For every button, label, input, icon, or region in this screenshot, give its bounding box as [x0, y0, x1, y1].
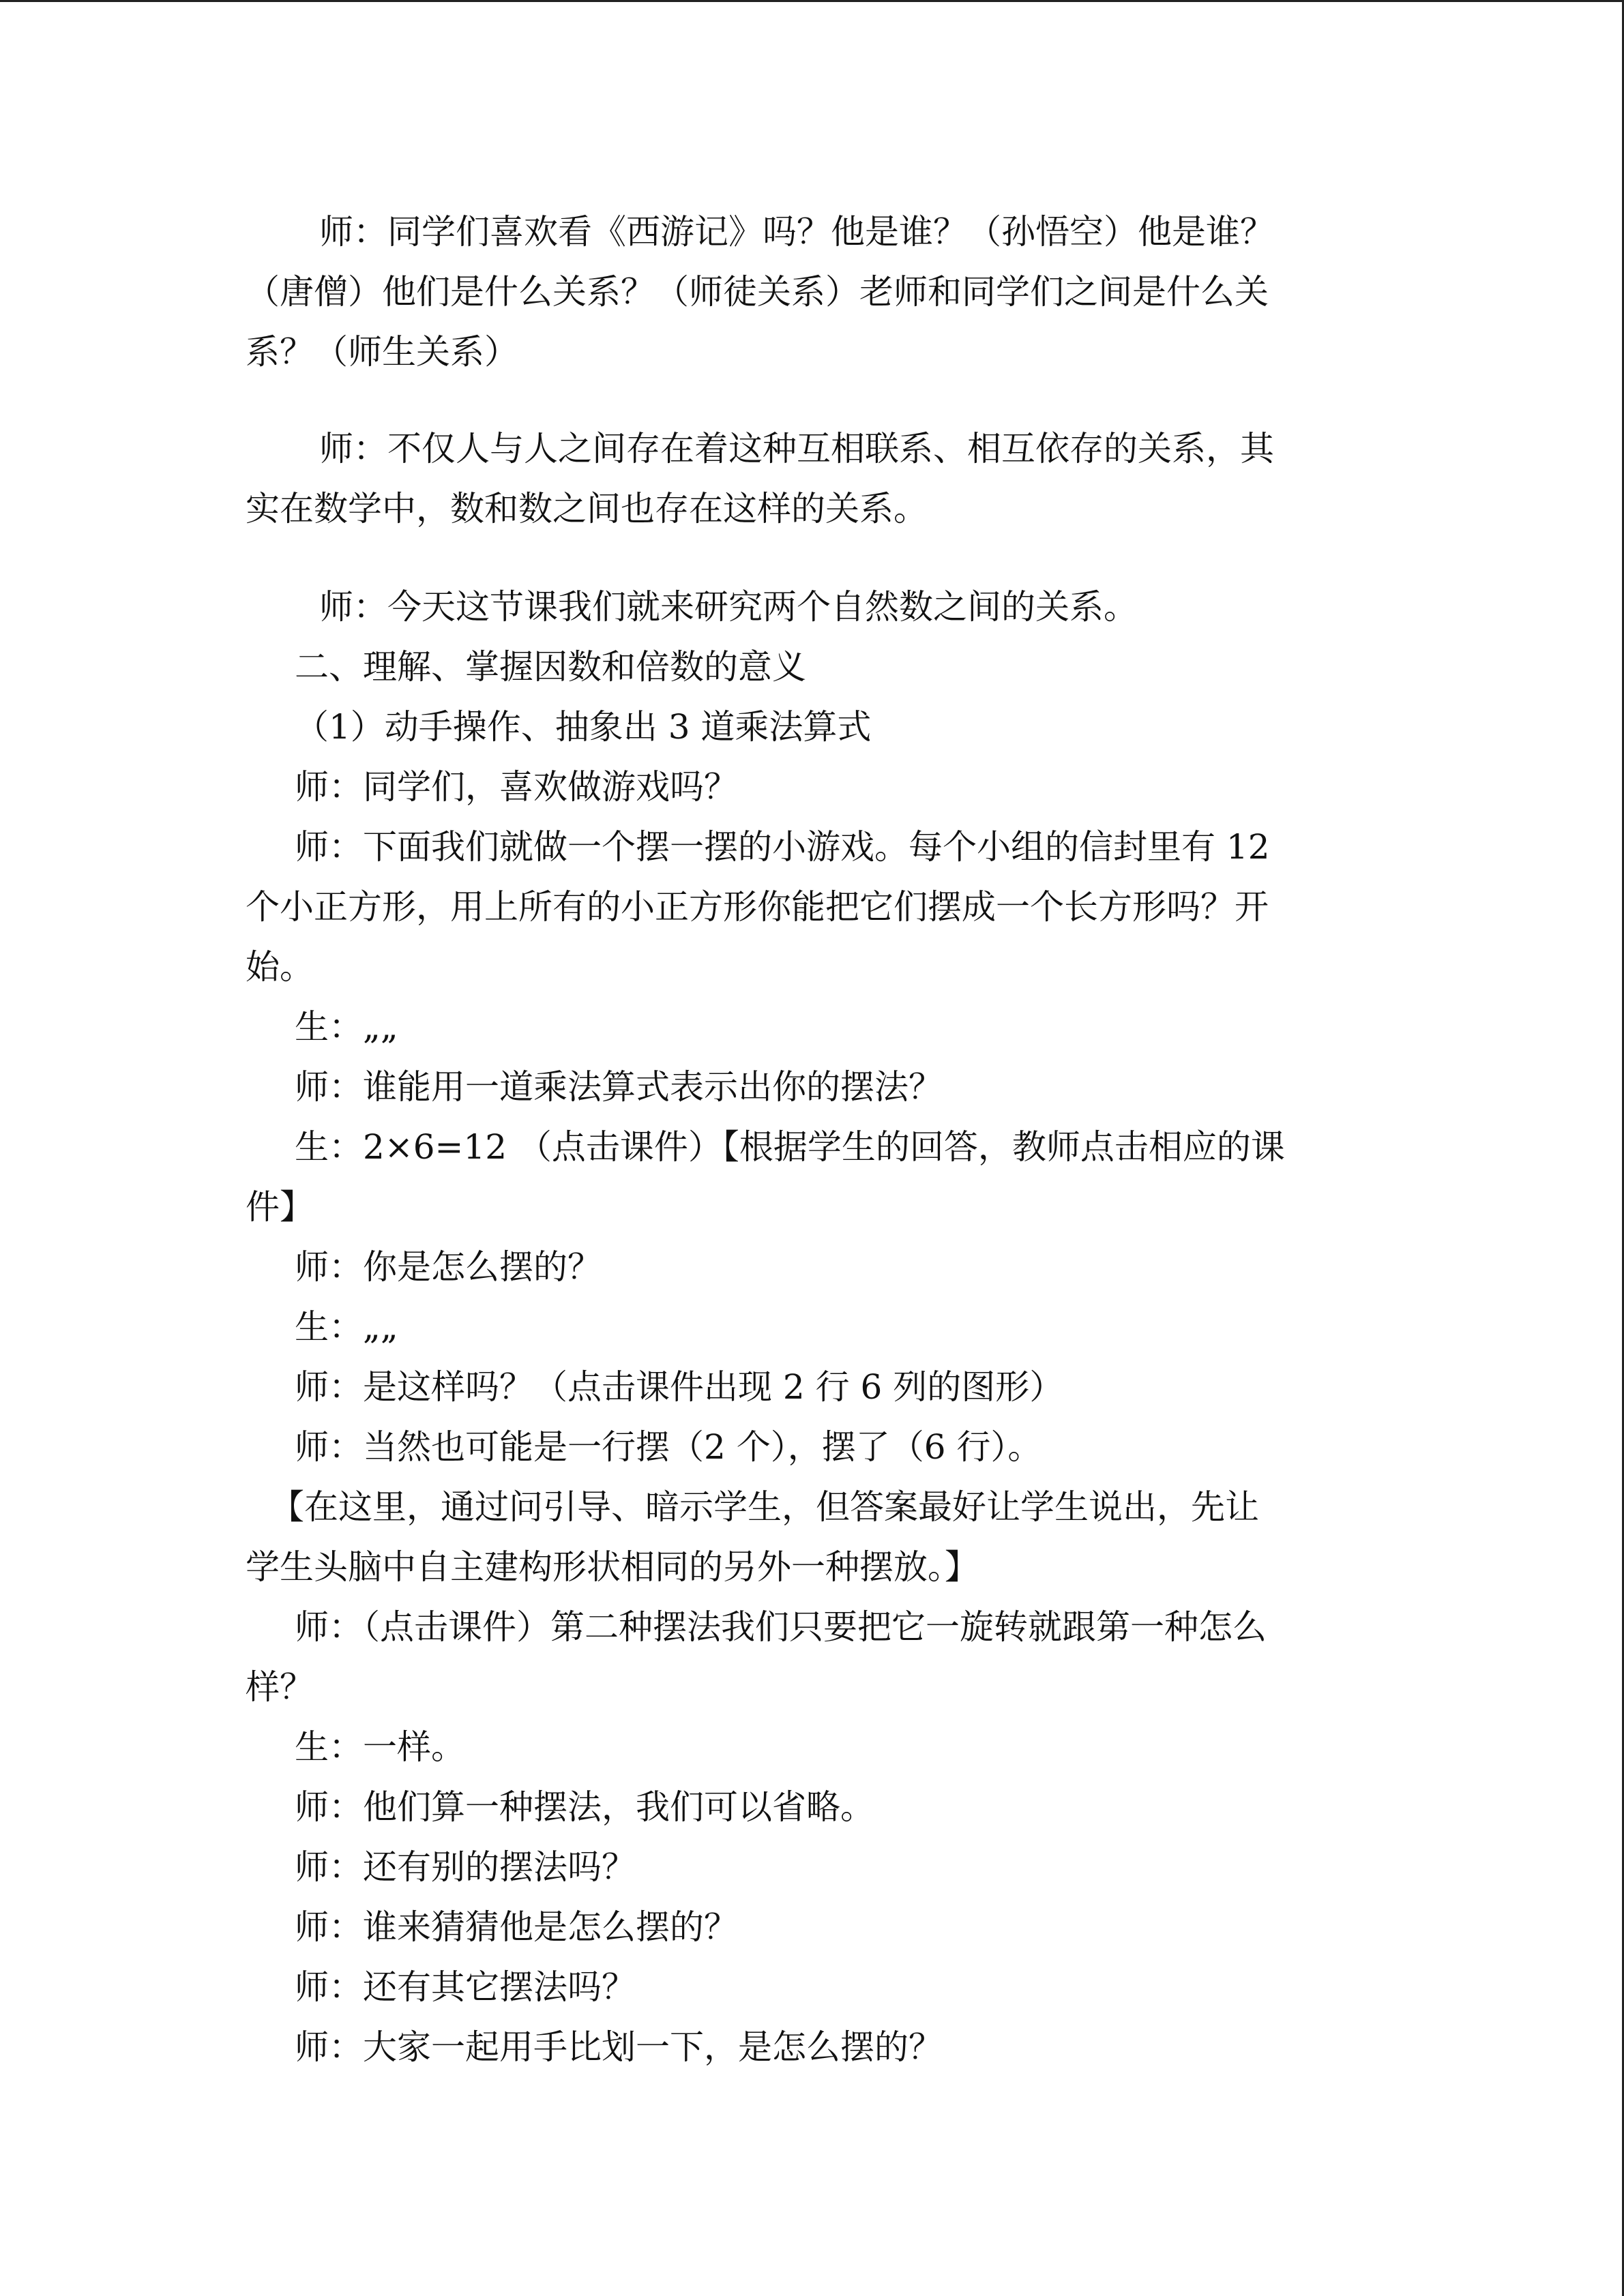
text-line-1: 师：同学们喜欢看《西游记》吗？他是谁？（孙悟空）他是谁？: [319, 212, 1274, 252]
subsection-heading: （1）动手操作、抽象出 3 道乘法算式: [295, 707, 872, 747]
text-line-14: 师：谁能用一道乘法算式表示出你的摆法？: [295, 1067, 943, 1107]
section-heading: 二、理解、掌握因数和倍数的意义: [295, 647, 806, 687]
text-line-12: 始。: [246, 947, 314, 987]
text-line-11: 个小正方形，用上所有的小正方形你能把它们摆成一个长方形吗？开: [246, 887, 1269, 927]
text-line-28: 师：谁来猜猜他是怎么摆的？: [295, 1907, 738, 1947]
text-line-20: 师：当然也可能是一行摆（2 个），摆了（6 行）。: [295, 1427, 1042, 1467]
text-line-5: 实在数学中，数和数之间也存在这样的关系。: [246, 489, 928, 528]
text-line-4: 师：不仅人与人之间存在着这种互相联系、相互依存的关系，其: [319, 429, 1274, 468]
text-line-21: 【在这里，通过问引导、暗示学生，但答案最好让学生说出，先让: [270, 1487, 1259, 1527]
text-line-17: 师：你是怎么摆的？: [295, 1247, 602, 1287]
text-line-30: 师：大家一起用手比划一下，是怎么摆的？: [295, 2027, 943, 2067]
text-line-9: 师：同学们，喜欢做游戏吗？: [295, 767, 738, 807]
text-line-25: 生：一样。: [295, 1727, 465, 1767]
text-line-3: 系？（师生关系）: [246, 332, 518, 372]
text-line-19: 师：是这样吗？（点击课件出现 2 行 6 列的图形）: [295, 1367, 1064, 1407]
text-line-13: 生：„„: [295, 1007, 398, 1047]
text-line-15: 生：2×6=12 （点击课件）【根据学生的回答，教师点击相应的课: [295, 1127, 1285, 1167]
text-line-22: 学生头脑中自主建构形状相同的另外一种摆放。】: [246, 1547, 979, 1587]
text-line-2: （唐僧）他们是什么关系？（师徒关系）老师和同学们之间是什么关: [246, 272, 1269, 312]
text-line-24: 样？: [246, 1667, 314, 1707]
text-line-23: 师：（点击课件）第二种摆法我们只要把它一旋转就跟第一种怎么: [295, 1607, 1267, 1647]
text-line-26: 师：他们算一种摆法，我们可以省略。: [295, 1787, 874, 1827]
text-line-10: 师：下面我们就做一个摆一摆的小游戏。每个小组的信封里有 12: [295, 827, 1270, 867]
text-line-6: 师：今天这节课我们就来研究两个自然数之间的关系。: [319, 587, 1138, 627]
text-line-16: 件】: [246, 1187, 314, 1227]
text-line-27: 师：还有别的摆法吗？: [295, 1847, 636, 1887]
text-line-18: 生：„„: [295, 1307, 398, 1347]
text-line-29: 师：还有其它摆法吗？: [295, 1967, 636, 2007]
